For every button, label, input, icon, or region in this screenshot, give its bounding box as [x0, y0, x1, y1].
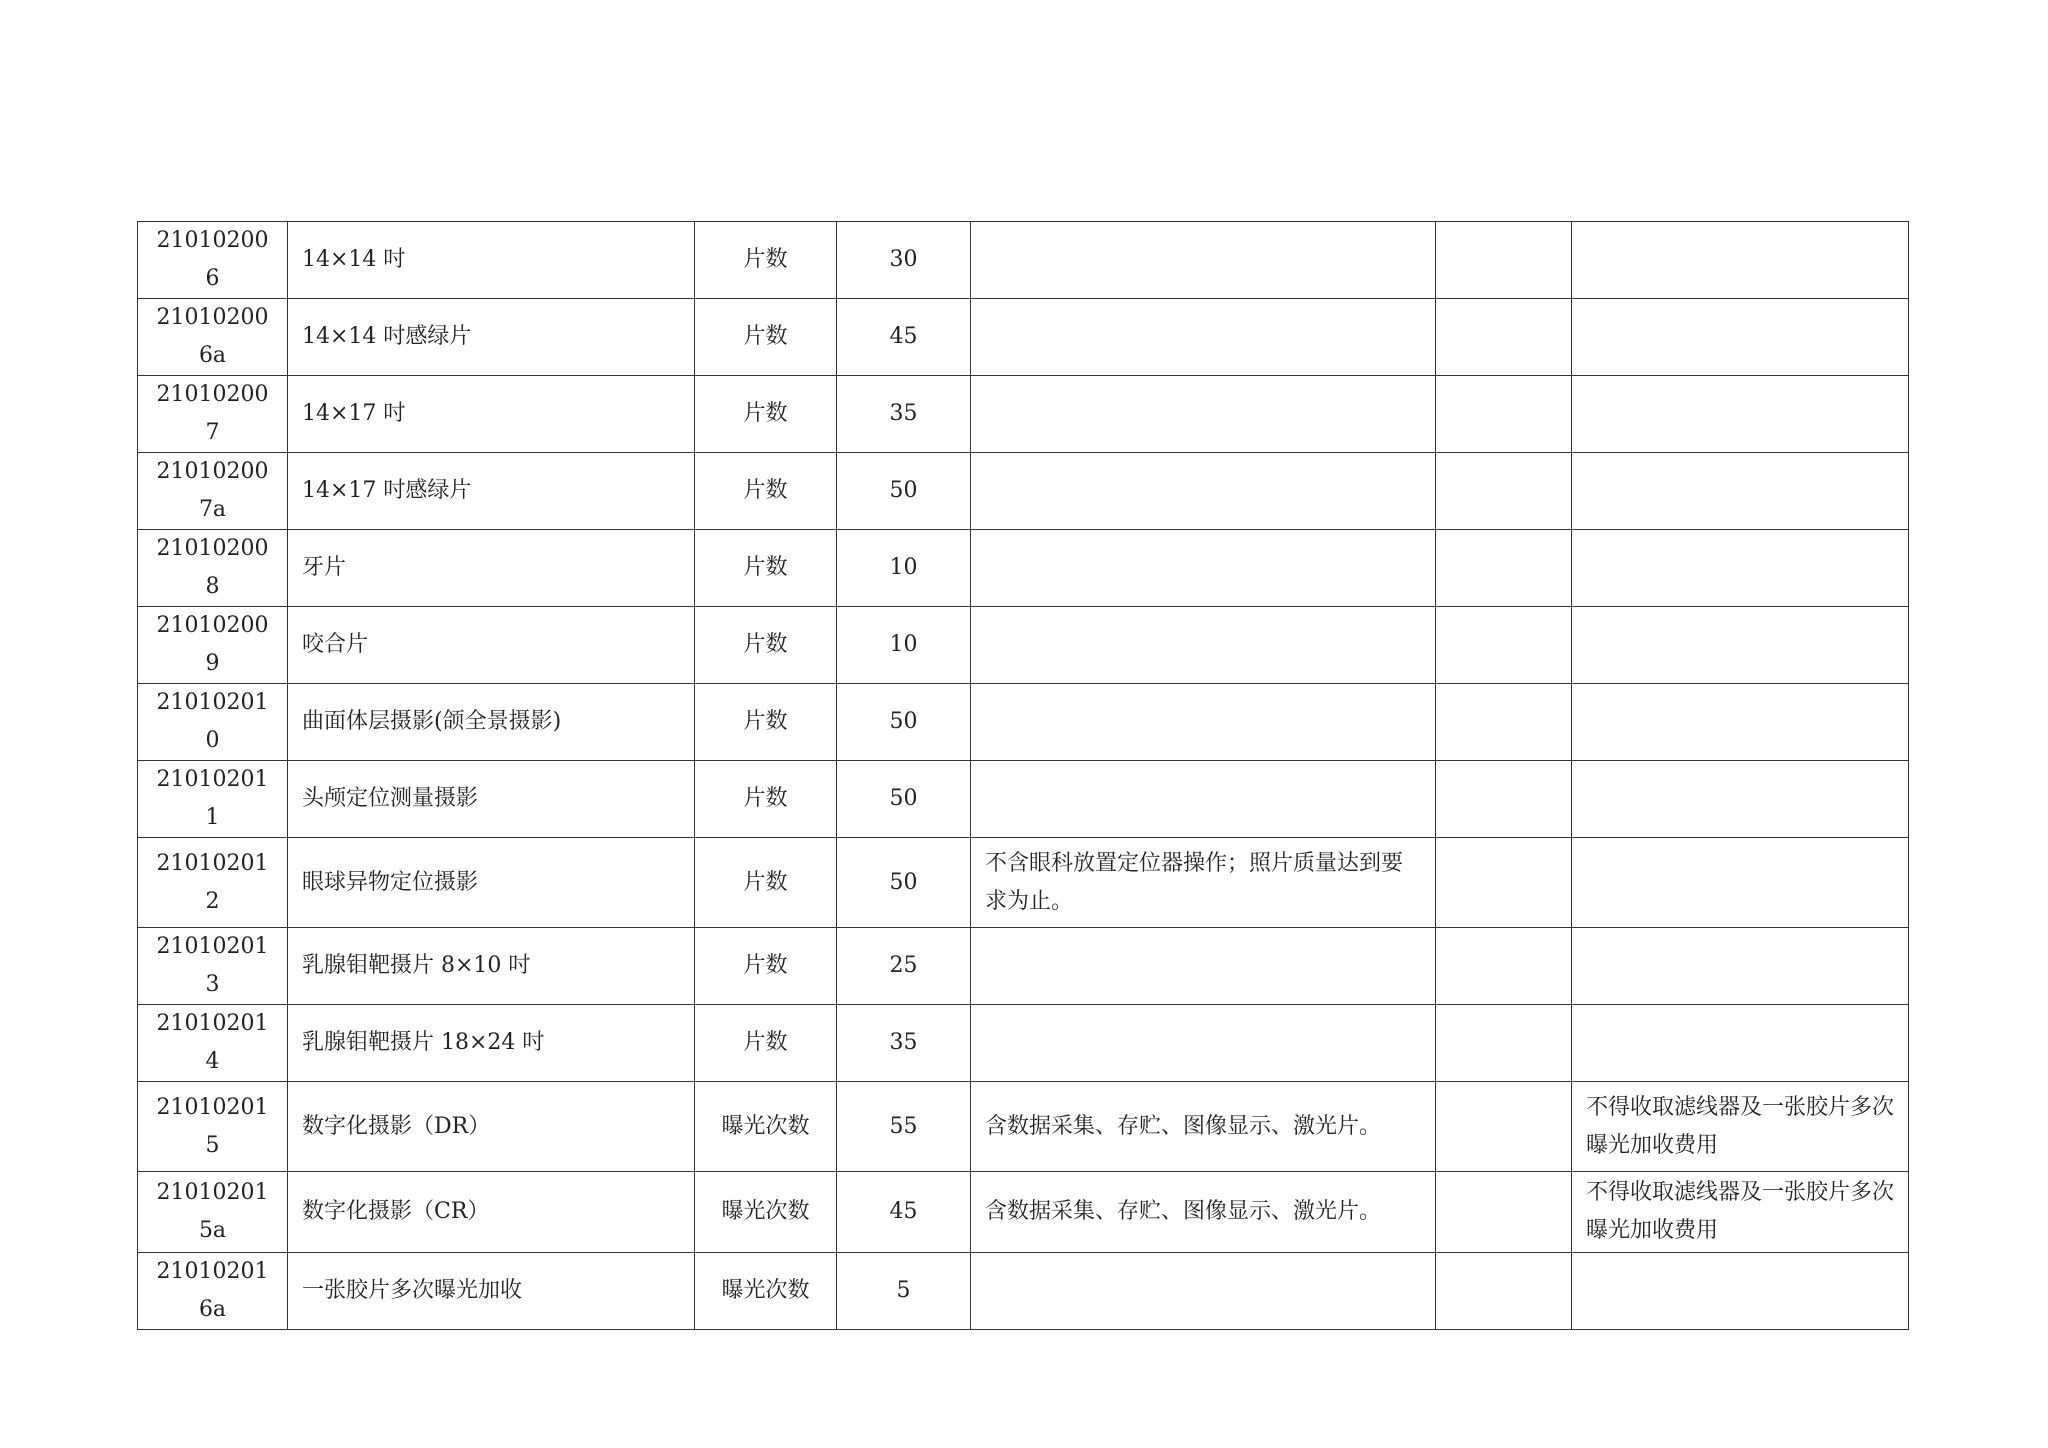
- item-name: 乳腺钼靶摄片 8×10 吋: [288, 928, 695, 1005]
- item-unit: 片数: [695, 928, 837, 1005]
- item-name: 一张胶片多次曝光加收: [288, 1253, 695, 1330]
- item-content: [971, 222, 1436, 299]
- item-unit: 曝光次数: [695, 1082, 837, 1172]
- item-code: 210102015a: [138, 1172, 288, 1253]
- item-note: [1572, 222, 1909, 299]
- item-exclude: [1436, 928, 1572, 1005]
- item-content: [971, 299, 1436, 376]
- item-price: 25: [837, 928, 971, 1005]
- item-exclude: [1436, 1253, 1572, 1330]
- item-content: [971, 453, 1436, 530]
- item-price: 55: [837, 1082, 971, 1172]
- item-note: [1572, 928, 1909, 1005]
- item-name: 数字化摄影（DR）: [288, 1082, 695, 1172]
- item-content: [971, 761, 1436, 838]
- item-name: 咬合片: [288, 607, 695, 684]
- item-content: [971, 530, 1436, 607]
- item-exclude: [1436, 222, 1572, 299]
- item-exclude: [1436, 530, 1572, 607]
- fee-table: [137, 221, 1909, 1330]
- table-row: [138, 453, 1909, 530]
- item-exclude: [1436, 1172, 1572, 1253]
- item-name: 眼球异物定位摄影: [288, 838, 695, 928]
- item-note: [1572, 684, 1909, 761]
- item-name: 曲面体层摄影(颌全景摄影): [288, 684, 695, 761]
- item-note: [1572, 453, 1909, 530]
- item-unit: 片数: [695, 376, 837, 453]
- item-unit: 片数: [695, 299, 837, 376]
- item-note: [1572, 1253, 1909, 1330]
- table-row: [138, 684, 1909, 761]
- item-code: 210102007a: [138, 453, 288, 530]
- table-body: [138, 222, 1909, 1330]
- item-note: [1572, 376, 1909, 453]
- item-price: 10: [837, 530, 971, 607]
- item-note: 不得收取滤线器及一张胶片多次曝光加收费用: [1572, 1172, 1909, 1253]
- item-exclude: [1436, 838, 1572, 928]
- item-content: [971, 376, 1436, 453]
- item-name: 14×14 吋: [288, 222, 695, 299]
- item-note: 不得收取滤线器及一张胶片多次曝光加收费用: [1572, 1082, 1909, 1172]
- item-price: 45: [837, 299, 971, 376]
- item-code: 210102010: [138, 684, 288, 761]
- item-price: 5: [837, 1253, 971, 1330]
- item-price: 10: [837, 607, 971, 684]
- item-unit: 曝光次数: [695, 1172, 837, 1253]
- item-code: 210102014: [138, 1005, 288, 1082]
- item-content: [971, 1005, 1436, 1082]
- item-name: 14×17 吋感绿片: [288, 453, 695, 530]
- item-content: [971, 1253, 1436, 1330]
- item-price: 50: [837, 761, 971, 838]
- item-content: [971, 684, 1436, 761]
- item-code: 210102007: [138, 376, 288, 453]
- table-row: [138, 222, 1909, 299]
- item-note: [1572, 1005, 1909, 1082]
- item-code: 210102013: [138, 928, 288, 1005]
- item-code: 210102016a: [138, 1253, 288, 1330]
- item-name: 数字化摄影（CR）: [288, 1172, 695, 1253]
- item-code: 210102015: [138, 1082, 288, 1172]
- item-name: 牙片: [288, 530, 695, 607]
- item-price: 50: [837, 453, 971, 530]
- item-unit: 片数: [695, 607, 837, 684]
- item-exclude: [1436, 453, 1572, 530]
- item-content: 不含眼科放置定位器操作；照片质量达到要求为止。: [971, 838, 1436, 928]
- item-code: 210102011: [138, 761, 288, 838]
- table-row: [138, 1082, 1909, 1172]
- item-exclude: [1436, 376, 1572, 453]
- item-exclude: [1436, 1082, 1572, 1172]
- item-exclude: [1436, 761, 1572, 838]
- table-row: [138, 1005, 1909, 1082]
- table-row: [138, 1172, 1909, 1253]
- item-exclude: [1436, 684, 1572, 761]
- item-unit: 片数: [695, 453, 837, 530]
- item-content: [971, 928, 1436, 1005]
- item-code: 210102006a: [138, 299, 288, 376]
- table-row: [138, 530, 1909, 607]
- table-row: [138, 838, 1909, 928]
- item-exclude: [1436, 607, 1572, 684]
- item-unit: 片数: [695, 761, 837, 838]
- item-note: [1572, 299, 1909, 376]
- item-content: 含数据采集、存贮、图像显示、激光片。: [971, 1082, 1436, 1172]
- table-row: [138, 1253, 1909, 1330]
- item-note: [1572, 607, 1909, 684]
- item-unit: 片数: [695, 530, 837, 607]
- item-code: 210102009: [138, 607, 288, 684]
- item-content: [971, 607, 1436, 684]
- item-price: 30: [837, 222, 971, 299]
- table-row: [138, 299, 1909, 376]
- item-exclude: [1436, 1005, 1572, 1082]
- item-name: 14×17 吋: [288, 376, 695, 453]
- item-exclude: [1436, 299, 1572, 376]
- item-price: 35: [837, 376, 971, 453]
- item-price: 50: [837, 838, 971, 928]
- item-code: 210102006: [138, 222, 288, 299]
- item-name: 头颅定位测量摄影: [288, 761, 695, 838]
- table-row: [138, 928, 1909, 1005]
- item-code: 210102012: [138, 838, 288, 928]
- item-content: 含数据采集、存贮、图像显示、激光片。: [971, 1172, 1436, 1253]
- item-price: 45: [837, 1172, 971, 1253]
- table-row: [138, 607, 1909, 684]
- item-price: 35: [837, 1005, 971, 1082]
- item-name: 14×14 吋感绿片: [288, 299, 695, 376]
- item-note: [1572, 530, 1909, 607]
- item-unit: 曝光次数: [695, 1253, 837, 1330]
- table-row: [138, 376, 1909, 453]
- item-code: 210102008: [138, 530, 288, 607]
- item-unit: 片数: [695, 684, 837, 761]
- item-note: [1572, 838, 1909, 928]
- table-row: [138, 761, 1909, 838]
- item-price: 50: [837, 684, 971, 761]
- item-unit: 片数: [695, 222, 837, 299]
- item-name: 乳腺钼靶摄片 18×24 吋: [288, 1005, 695, 1082]
- item-unit: 片数: [695, 1005, 837, 1082]
- item-unit: 片数: [695, 838, 837, 928]
- item-note: [1572, 761, 1909, 838]
